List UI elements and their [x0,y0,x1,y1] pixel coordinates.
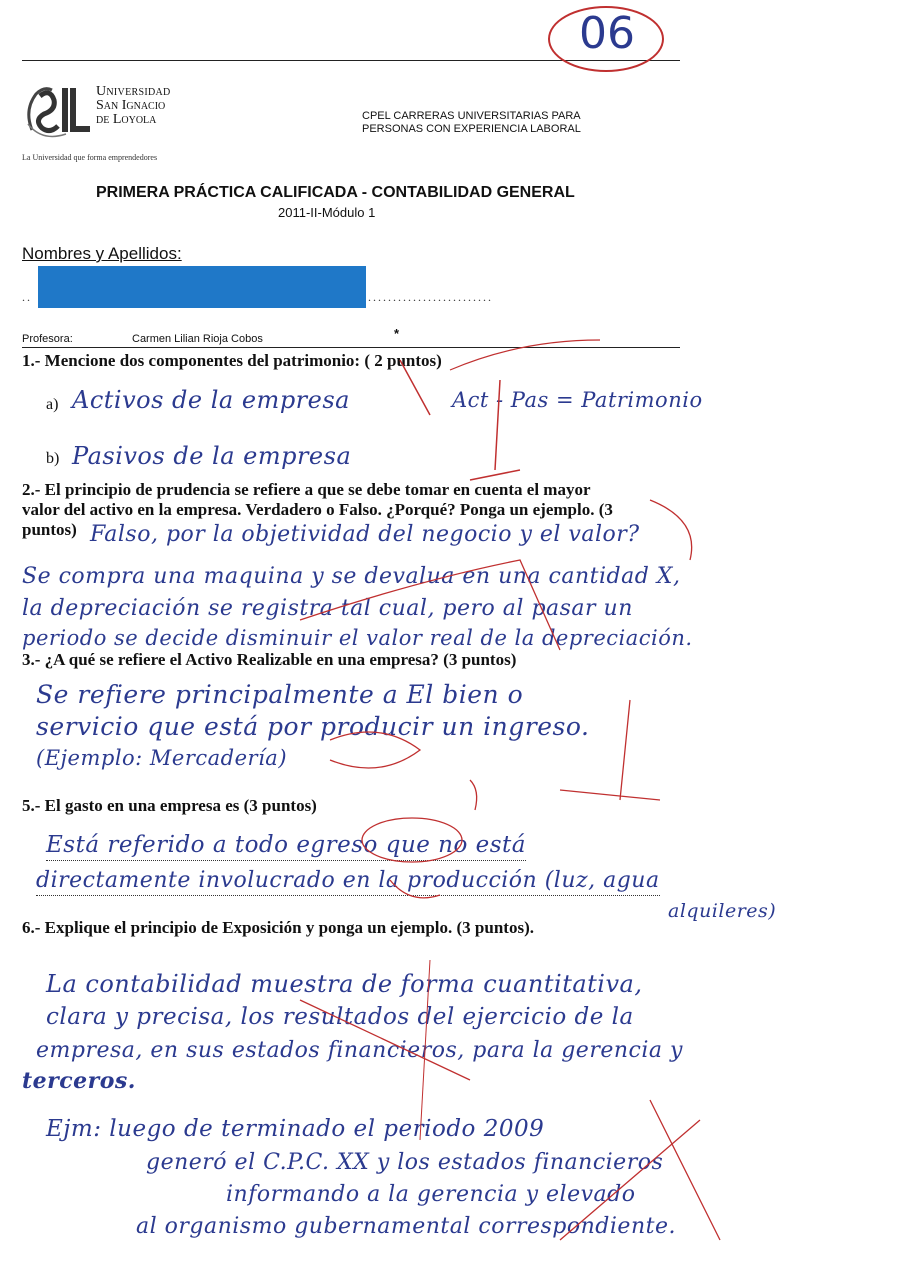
question-1-answer-b-prefix: b) [46,450,60,467]
student-name-dots-left: .. [22,290,32,304]
university-tagline: La Universidad que forma emprendedores [22,153,158,162]
question-5: 5.- El gasto en una empresa es (3 puntos) [22,796,317,815]
grader-stroke-q1 [450,340,600,370]
grader-check-q1 [400,360,430,415]
program-line1: CPEL CARRERAS UNIVERSITARIAS PARA [362,110,581,122]
question-6-answer-line4: terceros. [22,1068,136,1094]
score-value: 06 [579,8,635,59]
question-5-answer-line3: alquileres) [668,900,777,922]
question-1-answer-a: Activos de la empresa [72,386,350,414]
grader-stroke-q2 [300,560,560,650]
grader-circle-q3 [330,732,420,768]
teacher-mark: * [394,326,400,341]
student-name-dots-right: ......................... [368,290,493,304]
question-1-answer-b: Pasivos de la empresa [72,442,352,470]
question-6-answer-line2: clara y precisa, los resultados del ejercicio de la [46,1004,634,1030]
question-6-answer-line1: La contabilidad muestra de forma cuantitativa, [46,970,643,998]
question-6-example-line3: informando a la gerencia y elevado [226,1182,636,1207]
question-6-example-line4: al organismo gubernamental correspondiente. [136,1214,676,1239]
grader-cross-q6 [560,1100,720,1240]
teacher-label: Profesora: [22,333,73,345]
question-1-note: Act - Pas = Patrimonio [452,388,703,412]
question-5-answer-line1: Está referido a todo egreso que no está [46,832,526,861]
question-3-answer-line2: servicio que está por producir un ingreso. [36,712,590,741]
program-line2: PERSONAS CON EXPERIENCIA LABORAL [362,123,581,135]
question-6-example-line2: generó el C.P.C. XX y los estados financieros [146,1150,664,1175]
question-2-answer-line3: la depreciación se registra tal cual, pero al pasar un [22,596,633,621]
question-1: 1.- Mencione dos componentes del patrimonio: ( 2 puntos) [22,351,442,370]
question-2-line2: valor del activo en la empresa. Verdadero o Falso. ¿Porqué? Ponga un ejemplo. (3 [22,500,613,519]
university-name-line3: de Loyola [96,112,157,127]
university-name-line1: Universidad [96,84,171,99]
grader-vertical-q6 [420,960,430,1140]
question-2-answer-line4: periodo se decide disminuir el valor real de la depreciación. [22,626,693,650]
grader-stroke-q5 [390,880,440,898]
question-2-line1: 2.- El principio de prudencia se refiere a que se debe tomar en cuenta el mayor [22,480,591,499]
question-6-answer-line3: empresa, en sus estados financieros, para la gerencia y [36,1038,683,1063]
grader-mark-q1-note [470,380,520,480]
question-6-example-line1: Ejm: luego de terminado el periodo 2009 [46,1116,545,1142]
university-name-line2: San Ignacio [96,98,166,113]
exam-title: PRIMERA PRÁCTICA CALIFICADA - CONTABILIDAD GENERAL [96,184,575,201]
grader-circle-q5 [362,818,462,862]
question-2-line3: puntos) [22,520,77,539]
teacher-name: Carmen Lilian Rioja Cobos [132,333,263,345]
grader-curve-q2 [650,500,692,560]
question-3-answer-line1: Se refiere principalmente a El bien o [36,680,524,709]
grader-question-q5 [470,780,477,810]
grader-mark-q3 [560,700,660,800]
exam-subtitle: 2011-II-Módulo 1 [278,205,376,220]
student-name-label: Nombres y Apellidos: [22,244,182,263]
question-6: 6.- Explique el principio de Exposición y ponga un ejemplo. (3 puntos). [22,918,534,937]
question-3-answer-line3: (Ejemplo: Mercadería) [36,746,288,770]
question-5-answer-line2: directamente involucrado en la producción (luz, agua [36,868,660,896]
question-3: 3.- ¿A qué se refiere el Activo Realizable en una empresa? (3 puntos) [22,650,517,669]
question-2-answer-line2: Se compra una maquina y se devalua en una cantidad X, [22,564,681,589]
question-2-answer-line1: Falso, por la objetividad del negocio y el valor? [90,522,640,547]
grader-stroke-q6a [300,1000,470,1080]
question-1-answer-a-prefix: a) [46,396,59,413]
